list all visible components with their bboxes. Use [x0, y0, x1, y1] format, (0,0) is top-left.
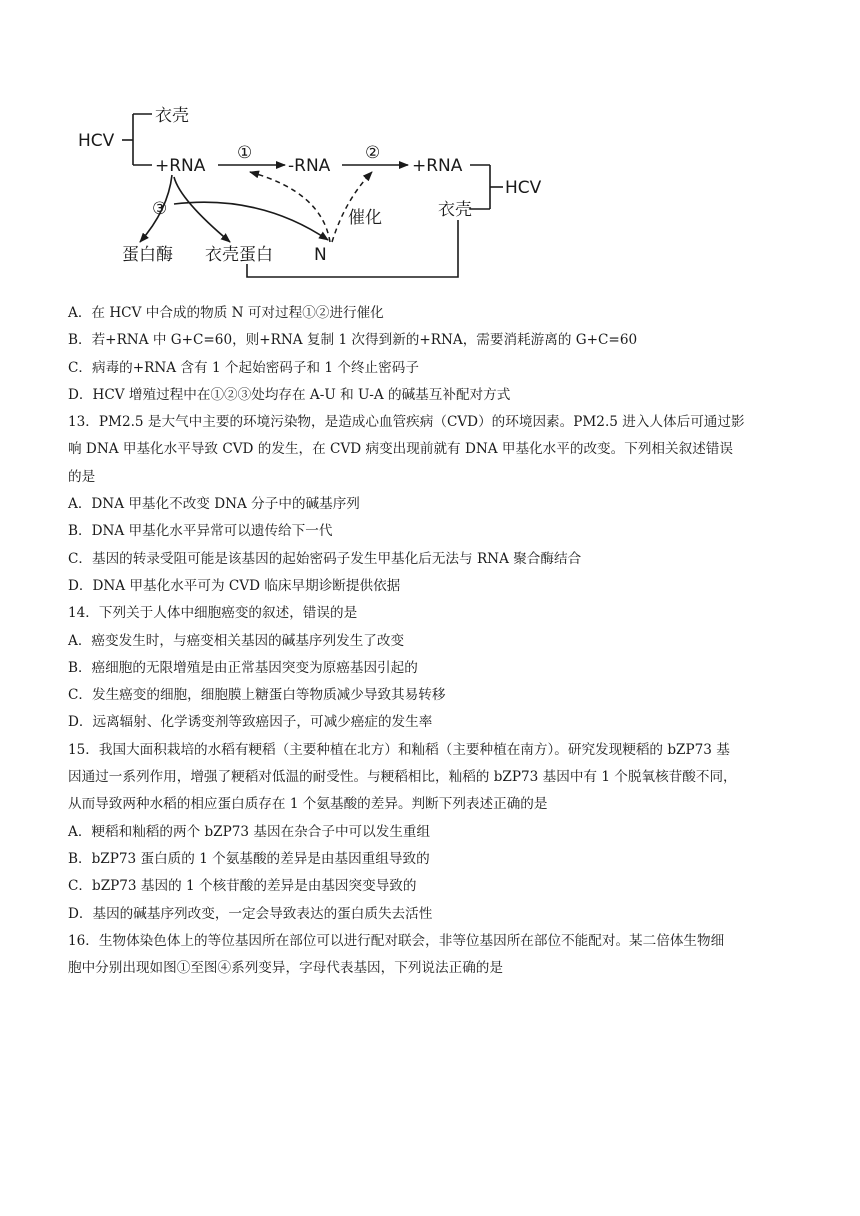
step2-marker: ②: [365, 143, 381, 163]
capsid-assembly-line: [247, 220, 458, 277]
capsid-right-label: 衣壳: [438, 200, 472, 220]
option-line: C．基因的转录受阻可能是该基因的起始密码子发生甲基化后无法与 RNA 聚合酶结合: [68, 550, 582, 567]
dashed-catalysis-step1: [250, 172, 330, 242]
question-stem-line: 16．生物体染色体上的等位基因所在部位可以进行配对联会，非等位基因所在部位不能配对。某二倍体生物细: [68, 932, 725, 949]
hcv-replication-diagram: [60, 92, 580, 282]
question-stem-line: 因通过一系列作用，增强了粳稻对低温的耐受性。与粳稻相比，籼稻的 bZP73 基因中有 1 个脱氧核苷酸不同，: [68, 769, 737, 786]
catalysis-label: 催化: [348, 208, 382, 228]
minus-rna-label: -RNA: [288, 156, 331, 176]
question-stem-line: 15．我国大面积栽培的水稻有粳稻（主要种植在北方）和籼稻（主要种植在南方）。研究发现粳稻的 bZP73 基: [68, 741, 730, 758]
option-line: A．在 HCV 中合成的物质 N 可对过程①②进行催化: [68, 305, 384, 321]
option-line: B．bZP73 蛋白质的 1 个氨基酸的差异是由基因重组导致的: [68, 850, 430, 867]
option-line: D．HCV 增殖过程中在①②③处均存在 A-U 和 U-A 的碱基互补配对方式: [68, 386, 511, 403]
plus-rna-label: +RNA: [155, 156, 206, 176]
left-bracket: [122, 114, 152, 165]
question-stem-line: 的是: [68, 468, 96, 485]
option-line: B．若+RNA 中 G+C=60，则+RNA 复制 1 次得到新的+RNA，需要消耗游离的 G+C=60: [68, 332, 638, 349]
option-line: D．DNA 甲基化水平可为 CVD 临床早期诊断提供依据: [68, 577, 401, 594]
capsid-protein-label: 衣壳蛋白: [205, 245, 273, 265]
question-text: [68, 300, 808, 982]
option-line: D．远离辐射、化学诱变剂等致癌因子，可减少癌症的发生率: [68, 714, 433, 731]
hcv-left-label: HCV: [78, 131, 115, 151]
option-line: A．癌变发生时，与癌变相关基因的碱基序列发生了改变: [68, 632, 405, 649]
option-line: A．DNA 甲基化不改变 DNA 分子中的碱基序列: [68, 496, 360, 513]
question-stem-line: 响 DNA 甲基化水平导致 CVD 的发生，在 CVD 病变出现前就有 DNA 甲基化水平的改变。下列相关叙述错误: [68, 441, 733, 458]
question-stem-line: 从而导致两种水稻的相应蛋白质存在 1 个氨基酸的差异。判断下列表述正确的是: [68, 796, 548, 813]
hcv-right-label: HCV: [505, 178, 542, 198]
plus-rna-product-label: +RNA: [412, 156, 463, 176]
question-stem-line: 13．PM2.5 是大气中主要的环境污染物，是造成心血管疾病（CVD）的环境因素。PM2.5 进入人体后可通过影: [68, 414, 745, 431]
option-line: C．bZP73 基因的 1 个核苷酸的差异是由基因突变导致的: [68, 878, 417, 895]
capsid-top-label: 衣壳: [155, 106, 189, 126]
option-line: B．DNA 甲基化水平异常可以遗传给下一代: [68, 523, 333, 540]
arrow-to-capsid-protein: [174, 177, 230, 242]
option-line: D．基因的碱基序列改变，一定会导致表达的蛋白质失去活性: [68, 905, 433, 922]
option-line: B．癌细胞的无限增殖是由正常基因突变为原癌基因引起的: [68, 659, 418, 676]
step3-marker: ③: [152, 199, 168, 219]
option-line: A．粳稻和籼稻的两个 bZP73 基因在杂合子中可以发生重组: [68, 823, 431, 840]
n-label: N: [314, 245, 327, 265]
option-line: C．发生癌变的细胞，细胞膜上糖蛋白等物质减少导致其易转移: [68, 687, 446, 704]
step1-marker: ①: [237, 143, 253, 163]
protease-label: 蛋白酶: [122, 245, 173, 265]
question-stem-line: 14．下列关于人体中细胞癌变的叙述，错误的是: [68, 605, 358, 622]
dashed-catalysis-step2: [332, 172, 372, 242]
arrow-to-n: [174, 202, 328, 240]
right-bracket: [470, 165, 503, 209]
question-stem-line: 胞中分别出现如图①至图④系列变异，字母代表基因，下列说法正确的是: [68, 960, 503, 977]
option-line: C．病毒的+RNA 含有 1 个起始密码子和 1 个终止密码子: [68, 359, 419, 376]
